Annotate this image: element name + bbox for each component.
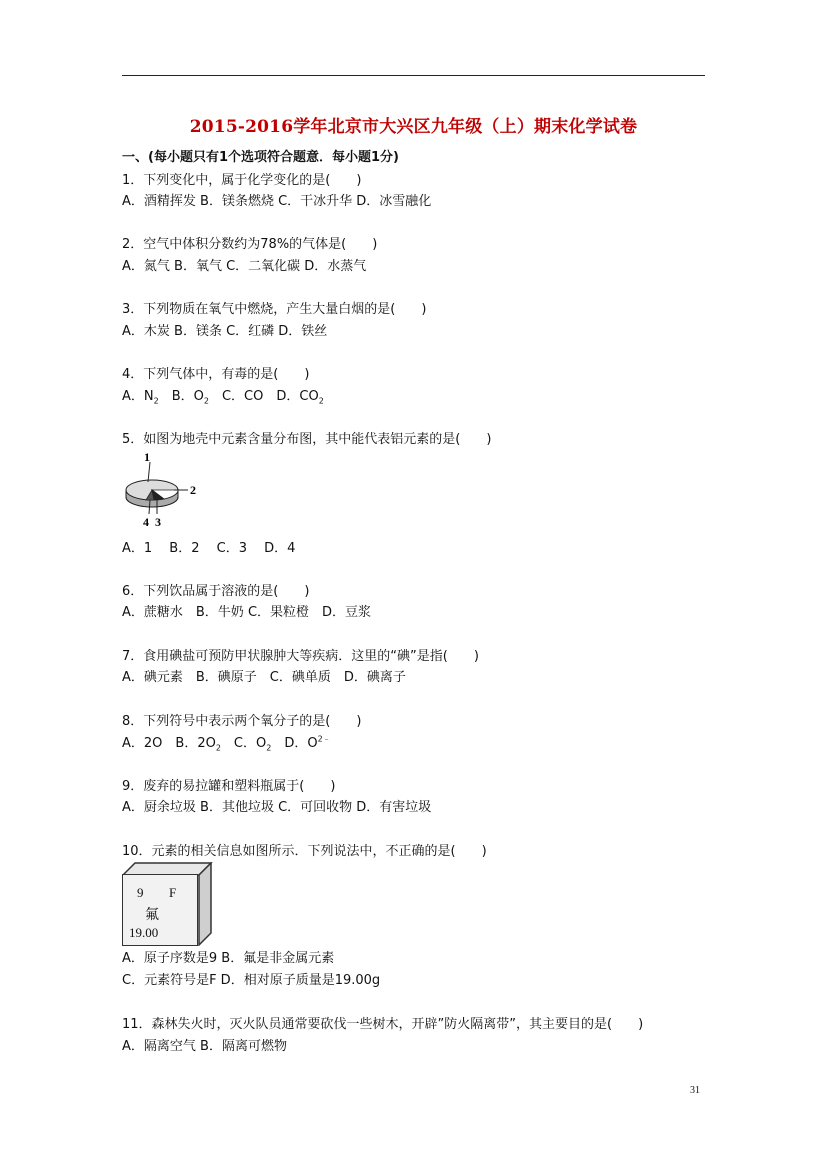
question-11-stem: 11．森林失火时，灭火队员通常要砍伐一些树木，开辟”防火隔离带”，其主要目的是( ): [122, 1017, 644, 1032]
question-2-stem: 2．空气中体积分数约为78%的气体是( ): [122, 237, 378, 252]
question-4-stem: 4．下列气体中，有毒的是( ): [122, 367, 310, 382]
question-10-options-line-2: C．元素符号是F D．相对原子质量是19.00g: [122, 973, 381, 988]
pie-label-1: 1: [144, 452, 150, 464]
element-name: 氟: [145, 907, 159, 923]
question-3-stem: 3．下列物质在氧气中燃烧，产生大量白烟的是( ): [122, 302, 427, 317]
question-2-options: A．氮气 B．氧气 C．二氧化碳 D．水蒸气: [122, 259, 367, 274]
question-10-stem: 10．元素的相关信息如图所示．下列说法中，不正确的是( ): [122, 844, 487, 859]
atomic-mass: 19.00: [129, 925, 159, 940]
pie-label-3: 3: [155, 515, 161, 529]
question-1-stem: 1．下列变化中，属于化学变化的是( ): [122, 173, 362, 188]
question-9-options: A．厨余垃圾 B．其他垃圾 C．可回收物 D．有害垃圾: [122, 800, 432, 815]
page-number: 31: [690, 1085, 700, 1096]
atomic-number: 9: [137, 885, 144, 900]
element-card-face: [122, 874, 198, 946]
element-symbol: F: [169, 885, 177, 900]
question-5-options: A．1 B．2 C．3 D．4: [122, 541, 296, 556]
fluorine-element-card: [122, 862, 212, 944]
question-8-options: A．2O B．$2O_2$ C．$O_2$ D．$O^{2﹣}$: [122, 734, 331, 753]
crust-element-pie-figure: [124, 452, 214, 530]
question-5-stem: 5．如图为地壳中元素含量分布图，其中能代表铝元素的是( ): [122, 432, 492, 447]
exam-title: 2015-2016学年北京市大兴区九年级（上）期末化学试卷: [189, 117, 638, 137]
question-11-options: A．隔离空气 B．隔离可燃物: [122, 1039, 287, 1054]
question-7-stem: 7．食用碘盐可预防甲状腺肿大等疾病．这里的“碘”是指( ): [122, 649, 479, 664]
header-rule: [122, 75, 705, 76]
question-6-stem: 6．下列饮品属于溶液的是( ): [122, 584, 310, 599]
question-7-options: A．碘元素 B．碘原子 C．碘单质 D．碘离子: [122, 670, 406, 685]
question-6-options: A．蔗糖水 B．牛奶 C．果粒橙 D．豆浆: [122, 605, 372, 620]
question-9-stem: 9．废弃的易拉罐和塑料瓶属于( ): [122, 779, 336, 794]
pie-label-2: 2: [190, 483, 196, 497]
question-10-options-line-1: A．原子序数是9 B．氟是非金属元素: [122, 951, 335, 966]
question-8-stem: 8．下列符号中表示两个氧分子的是( ): [122, 714, 362, 729]
question-1-options: A．酒精挥发 B．镁条燃烧 C．干冰升华 D．冰雪融化: [122, 194, 432, 209]
pie-label-4: 4: [143, 515, 149, 529]
question-4-options: A．$N_2$ B．$O_2$ C．CO D．$CO_2$: [122, 389, 324, 406]
question-3-options: A．木炭 B．镁条 C．红磷 D．铁丝: [122, 324, 328, 339]
section-heading: 一、(每小题只有1个选项符合题意．每小题1分): [122, 150, 399, 165]
